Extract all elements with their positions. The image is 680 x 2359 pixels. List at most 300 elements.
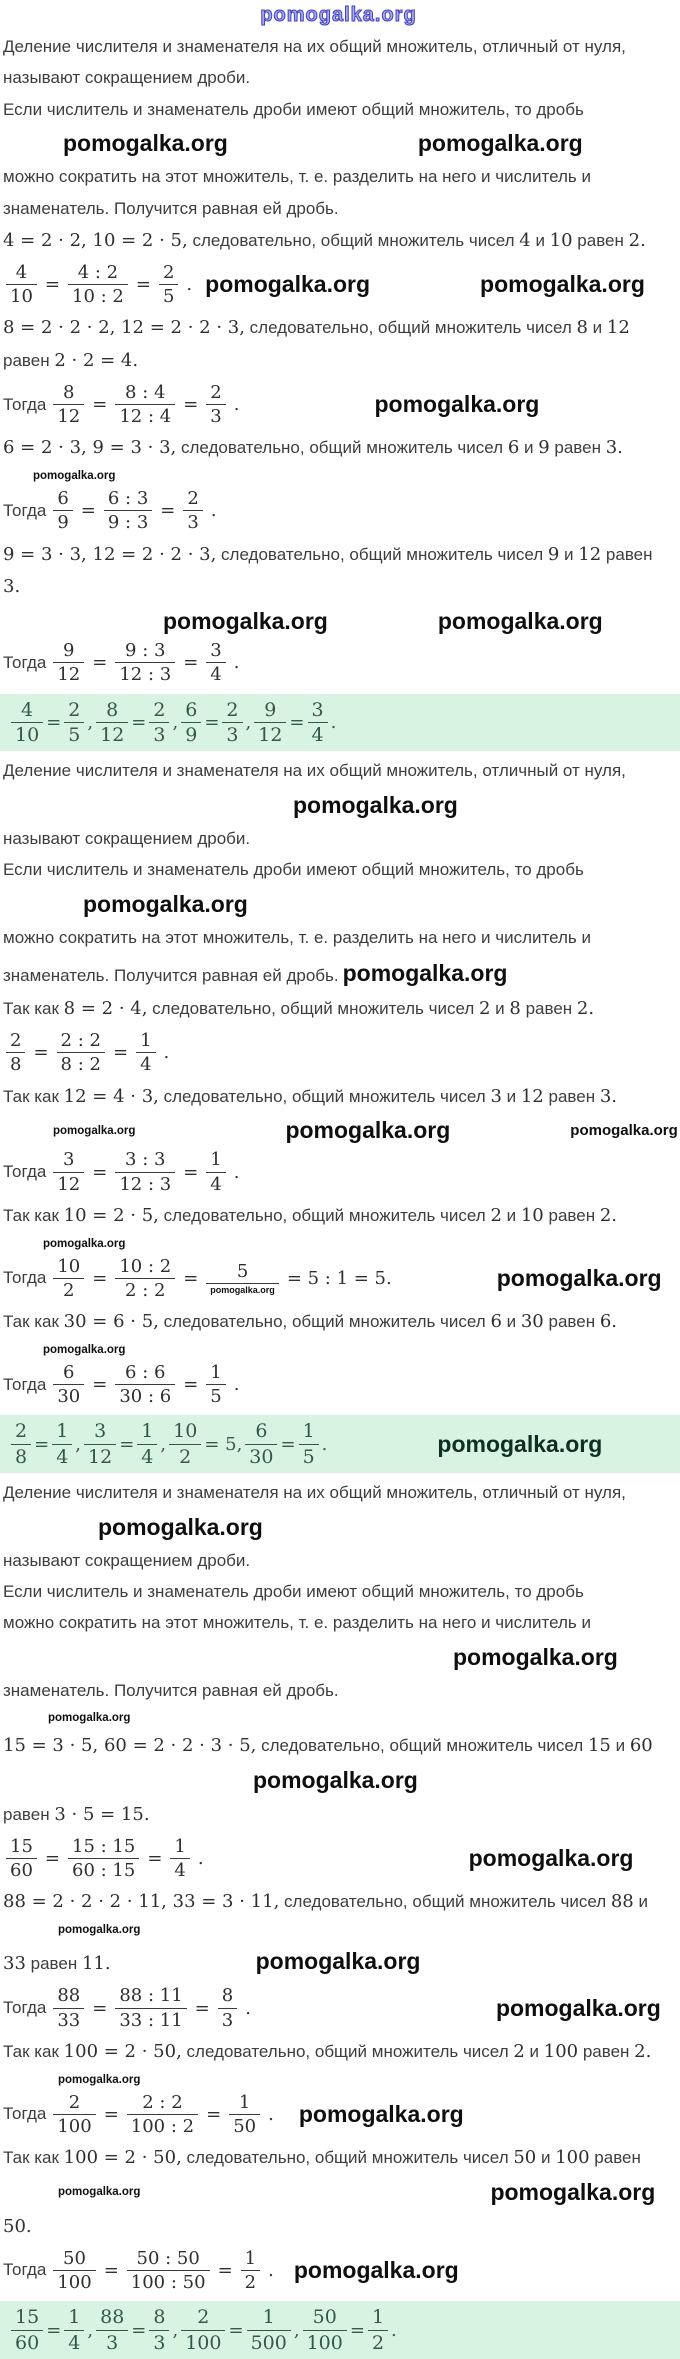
watermark: pomogalka.org [210,1285,275,1296]
formula-row [3,1985,674,2030]
math-text: 10 [520,1204,544,1226]
fraction-denominator: 4 [56,1445,69,1468]
fraction [53,488,72,533]
watermark: pomogalka.org [53,1124,136,1137]
fraction-denominator: 60 [15,2331,40,2354]
watermark: pomogalka.org [205,271,371,298]
fraction-numerator: 8 [53,382,84,405]
text-run: можно сократить на этот множитель, т. е. разделить на него и числитель и [3,1613,591,1633]
text-run: Так как [3,1205,64,1225]
fraction [303,2306,347,2354]
watermark: pomogalka.org [98,1513,263,1540]
text-run: и [490,999,510,1019]
math-text: 8 [509,998,521,1020]
text-run: Так как [3,2148,64,2168]
math-text: , [245,711,252,733]
fraction-denominator: 4 [311,723,324,746]
math-text: 3. [599,1085,617,1107]
text-run: Тогда [3,394,47,414]
text-row [3,2215,674,2239]
fraction-numerator: 9 [53,640,84,663]
site-watermark-logo: pomogalka.org [260,4,417,26]
fraction-numerator: 8 [96,699,128,723]
fraction-denominator: 30 [57,1386,81,1408]
text-run: Если числитель и знаменатель дроби имеют общий множитель, то дробь [3,860,584,880]
formula-row [3,1836,674,1881]
fraction [104,488,152,533]
fraction-denominator: 4 [68,2331,81,2354]
fraction-denominator: 10 : 2 [72,286,124,308]
text-run: и [530,231,550,251]
fraction-numerator: 4 [6,262,37,285]
watermark: pomogalka.org [293,2256,459,2283]
fraction-denominator: 100 [57,2115,92,2137]
fraction [52,1420,72,1468]
math-text: = [112,1042,129,1064]
text-run: называют сокращением дроби. [3,1550,251,1570]
math-text: = [119,1433,135,1455]
fraction [11,699,43,747]
text-run: следовательно, общий множитель чисел [279,1892,611,1912]
fraction [206,640,225,685]
fraction-denominator: 50 [233,2115,257,2137]
fraction [299,1420,319,1468]
watermark: pomogalka.org [63,130,228,157]
watermark-row [3,1514,674,1541]
watermark: pomogalka.org [293,791,458,818]
fraction-denominator: 3 [153,2331,166,2354]
math-text: = [289,711,305,733]
math-text: = [228,2319,244,2341]
text-run: можно сократить на этот множитель, т. е. разделить на него и числитель и [3,167,591,187]
fraction-denominator: 8 : 2 [60,1054,101,1076]
text-row [3,859,674,881]
watermark: pomogalka.org [253,1767,418,1794]
math-text: 10 = 2 · 5, [63,1204,159,1226]
fraction-numerator: 2 [64,699,84,723]
fraction-numerator: 15 [11,2306,43,2330]
fraction-numerator: 1 [170,1836,189,1859]
text-run: и [633,1892,648,1912]
math-text: 100 [543,2040,579,2062]
math-text: = [183,1267,199,1289]
fraction [6,1836,37,1881]
fraction-denominator: 4 [140,1054,152,1076]
fraction-numerator: 6 [245,1420,277,1444]
watermark: pomogalka.org [298,2100,464,2127]
fraction [247,2306,291,2354]
watermark-row [3,1711,674,1725]
fraction-numerator: 1 [136,1030,155,1053]
fraction-numerator: 2 [206,382,225,405]
math-text: = [92,1374,108,1396]
formula-row [3,488,674,533]
math-text: 88 = 2 · 2 · 2 · 11, 33 = 3 · 11, [3,1891,280,1913]
math-text: . [330,711,337,733]
math-text: 3. [3,576,21,598]
text-run: и [524,2041,544,2061]
math-text: = 5 : 1 = 5. [286,1267,392,1289]
text-run: можно сократить на этот множитель, т. е. разделить на него и числитель и [3,927,591,947]
fraction-denominator: 12 [57,664,81,686]
math-text: , [87,711,94,733]
math-text: 50. [3,2215,32,2237]
fraction [206,1362,225,1407]
math-text: . [245,1997,251,2019]
fraction [6,262,37,307]
watermark: pomogalka.org [43,1237,126,1250]
text-row [3,2146,674,2170]
math-text: 30 = 6 · 5, [63,1311,159,1333]
text-run: следовательно, общий множитель чисел [158,1086,491,1106]
math-text: = [280,1433,296,1455]
answer-highlight-row [0,1415,680,1473]
math-text: = 5, [204,1433,243,1455]
text-run: знаменатель. Получится равная ей дробь. [3,1680,339,1700]
math-text: 2 [490,1204,502,1226]
text-run: равен [25,1954,82,1974]
fraction-numerator: 3 : 3 [115,1149,175,1172]
text-run: и [587,318,607,338]
fraction-numerator: 88 [96,2306,128,2330]
fraction-numerator: 10 [169,1420,201,1444]
fraction-numerator: 9 [254,699,286,723]
math-text: 6 [507,437,520,459]
fraction [68,262,128,307]
text-run: и [559,544,579,564]
watermark: pomogalka.org [255,1948,421,1975]
math-text: , [172,2319,179,2341]
fraction-denominator: 500 [250,2331,287,2354]
fraction [241,2248,260,2293]
fraction-numerator: 2 : 2 [127,2092,198,2115]
math-text: 12 [606,317,630,339]
fraction-numerator: 6 [53,488,72,511]
text-run: равен [543,1086,600,1106]
text-row [3,1803,674,1827]
text-run: равен [589,2148,641,2168]
text-run: знаменатель. Получится равная ей дробь. [3,198,339,218]
math-text: = [44,1848,60,1870]
fraction-denominator: 2 [371,2331,385,2354]
text-run: знаменатель. Получится равная ей дробь. [3,966,339,986]
text-run: и [501,1086,521,1106]
fraction-denominator: 12 [258,723,283,746]
text-run: следовательно, общий множитель чисел [256,1736,588,1756]
text-row [3,436,674,460]
fraction-numerator: 1 [206,1149,225,1172]
fraction [170,1836,189,1881]
watermark-row [3,1343,674,1357]
fraction [53,1362,84,1407]
fraction-denominator: 2 [63,1279,75,1301]
text-run: равен [543,1312,600,1332]
fraction-denominator: 12 [88,1445,113,1468]
fraction-numerator: 8 : 4 [115,382,175,405]
fraction [115,1149,175,1194]
fraction-denominator: 100 [57,2271,92,2293]
fraction-numerator: 2 [53,2092,95,2115]
fraction-denominator: 3 [221,2009,234,2031]
text-row [3,349,674,373]
text-row [3,1550,674,1572]
fraction-denominator: 12 [100,723,125,746]
math-text: = [92,1997,108,2019]
fraction-denominator: 3 [187,512,199,534]
text-row [3,575,674,599]
fraction-denominator: 100 [306,2331,343,2354]
text-run: Деление числителя и знаменателя на их общий множитель, отличный от нуля, [3,37,626,56]
math-text: 2. [576,998,595,1020]
math-text: 12 [578,543,602,565]
text-run: Тогда [3,2104,47,2124]
fraction-numerator: 10 : 2 [115,1256,175,1279]
math-text: 9 = 3 · 3, 12 = 2 · 2 · 3, [3,543,217,565]
fraction-denominator: 4 [174,1860,186,1882]
math-text: , [87,2319,94,2341]
text-run: Деление числителя и знаменателя на их общий множитель, отличный от нуля, [3,1483,626,1503]
fraction-denominator: 9 [185,723,198,746]
fraction [245,1420,277,1468]
watermark: pomogalka.org [58,1924,141,1937]
fraction [183,488,202,533]
watermark: pomogalka.org [437,1430,603,1457]
text-run: называют сокращением дроби. [3,68,251,88]
math-text: = [183,394,199,416]
math-text: 100 = 2 · 50, [63,2147,182,2169]
fraction [53,1985,84,2030]
fraction [137,1420,157,1468]
text-run: Тогда [3,1998,47,2018]
watermark: pomogalka.org [48,1712,131,1725]
answer-highlight-row [0,694,680,752]
math-text: 8 = 2 · 2 · 2, 12 = 2 · 2 · 3, [3,317,245,339]
text-run: равен [3,1805,55,1825]
text-row [3,2040,674,2064]
math-text: = [46,711,62,733]
text-row [3,1085,674,1109]
text-run: следовательно, общий множитель чисел [158,1205,491,1225]
math-text: . [233,394,240,416]
fraction-numerator: 8 [218,1985,237,2008]
math-text: = [217,2259,233,2281]
watermark: pomogalka.org [490,2178,656,2205]
formula-row [3,262,674,307]
math-text: = [92,1267,108,1289]
watermark-row [3,1117,678,1144]
math-text: 8 = 2 · 4, [63,998,148,1020]
fraction-denominator: 3 [153,723,166,746]
text-run: Деление числителя и знаменателя на их общий множитель, отличный от нуля, [3,761,626,781]
fraction-numerator: 2 [159,262,178,285]
math-text: 9 [547,543,560,565]
watermark-row [3,2179,674,2206]
watermark-row [3,608,674,635]
text-row [3,1734,674,1758]
fraction-numerator: 88 : 11 [115,1985,186,2008]
fraction-numerator: 6 : 6 [115,1362,175,1385]
watermark-row [3,891,674,918]
watermark: pomogalka.org [453,1643,618,1670]
fraction [127,2092,198,2137]
fraction [308,699,328,747]
text-run: называют сокращением дроби. [3,828,251,848]
math-text: , [172,711,179,733]
math-text: 8 [576,317,588,339]
math-text: = [103,2259,119,2281]
math-text: , [293,2319,300,2341]
fraction [53,640,84,685]
fraction [96,699,128,747]
fraction-numerator: 2 [181,2306,225,2330]
watermark: pomogalka.org [163,608,328,635]
text-row [3,828,674,850]
fraction-numerator: 6 [53,1362,84,1385]
watermark: pomogalka.org [417,130,583,157]
fraction-denominator: 60 [10,1860,33,1882]
fraction-numerator: 1 [241,2248,260,2271]
text-run: и [501,1312,521,1332]
math-text: = [160,500,176,522]
math-text: 50 [513,2147,537,2169]
text-row [3,760,674,782]
math-text: = [194,1997,210,2019]
watermark: pomogalka.org [496,1264,662,1291]
math-text: 3 [490,1085,502,1107]
text-run: следовательно, общий множитель чисел [187,231,520,251]
formula-row [3,2092,674,2137]
fraction-denominator: 3 [226,723,239,746]
text-run: Так как [3,1312,64,1332]
fraction [11,2306,43,2354]
text-run: Тогда [3,500,47,520]
fraction [84,1420,116,1468]
fraction-denominator: 12 [57,406,81,428]
math-text: 100 [555,2147,590,2169]
text-row [3,166,674,188]
math-text: = [204,711,220,733]
fraction-denominator: 8 [10,1054,22,1076]
text-run: следовательно, общий множитель чисел [216,544,548,564]
fraction [181,699,201,747]
fraction-numerator: 2 [6,1030,25,1053]
fraction-denominator: 30 [249,1445,274,1468]
fraction [127,2248,210,2293]
math-text: . [163,1042,170,1064]
fraction-denominator: 12 : 4 [119,406,172,428]
text-run: следовательно, общий множитель чисел [176,438,508,458]
header-watermark-row [3,4,674,27]
fraction-numerator: 15 [6,1836,37,1859]
fraction-denominator: 4 [210,664,222,686]
text-run: следовательно, общий множитель чисел [147,999,479,1019]
fraction-denominator: 33 : 11 [119,2009,183,2031]
math-text: . [321,1433,328,1455]
answer-highlight-row [0,2301,680,2359]
watermark-row [3,130,674,157]
math-text: 4 = 2 · 2, 10 = 2 · 5, [3,230,188,252]
fraction-numerator: 2 [183,488,202,511]
text-row [3,1581,674,1603]
math-text: , [75,1433,82,1455]
math-text: 33 [3,1953,26,1975]
math-text: 9 [538,437,550,459]
fraction-numerator: 3 [84,1420,116,1444]
watermark: pomogalka.org [437,608,603,635]
fraction [222,699,242,747]
fraction-numerator: 50 [303,2306,347,2330]
text-row [3,99,674,121]
fraction-denominator: 2 [244,2271,257,2293]
text-row [3,1310,674,1334]
fraction-denominator: 2 [179,1445,192,1468]
math-text: = [34,1433,50,1455]
text-run: равен [520,999,577,1019]
fraction-denominator: 9 : 3 [107,512,149,534]
text-run: и [536,2148,556,2168]
watermark-row [3,1237,674,1251]
text-row [3,1680,674,1702]
math-text: 88 [610,1891,634,1913]
fraction [96,2306,128,2354]
watermark: pomogalka.org [342,960,508,987]
math-text: 2. [599,1204,617,1226]
watermark: pomogalka.org [58,2073,141,2086]
fraction [115,1256,175,1301]
fraction [64,2306,84,2354]
fraction-denominator: 8 [15,1445,28,1468]
watermark: pomogalka.org [33,470,116,483]
watermark-row [3,1923,674,1937]
fraction-numerator: 1 [64,2306,84,2330]
fraction-numerator: 2 : 2 [57,1030,105,1053]
fraction-numerator: 9 : 3 [115,640,175,663]
fraction-denominator: 10 [10,286,33,308]
math-text: 6 [490,1311,502,1333]
math-text: 2. [628,230,646,252]
text-row [3,1946,674,1976]
math-text: = [131,711,147,733]
fraction-numerator: 2 [11,1420,31,1444]
fraction-numerator: 50 [53,2248,95,2271]
fraction [181,2306,225,2354]
text-run: Так как [3,1086,64,1106]
fraction-denominator: 30 : 6 [119,1386,172,1408]
text-run: Если числитель и знаменатель дроби имеют общий множитель, то дробь [3,1582,584,1602]
math-text: 30 [520,1311,544,1333]
fraction-numerator: 4 : 2 [68,262,128,285]
text-run: Так как [3,999,64,1019]
fraction [136,1030,155,1075]
fraction-denominator: 33 [57,2009,81,2031]
fraction-numerator: 3 [53,1149,84,1172]
text-run: Если числитель и знаменатель дроби имеют общий множитель, то дробь [3,99,584,119]
fraction [206,382,225,427]
text-row [3,36,674,58]
text-row [3,997,674,1021]
math-text: . [233,1161,240,1183]
fraction-numerator: 6 [181,699,201,723]
fraction [368,2306,388,2354]
fraction-denominator: 3 [106,2331,119,2354]
math-text: 2 · 2 = 4. [54,350,139,372]
formula-row [3,1030,674,1075]
math-text: 100 = 2 · 50, [63,2040,182,2062]
fraction-numerator: 10 [53,1256,84,1279]
fraction-numerator: 1 [52,1420,72,1444]
math-text: = [349,2319,365,2341]
fraction [53,1256,84,1301]
